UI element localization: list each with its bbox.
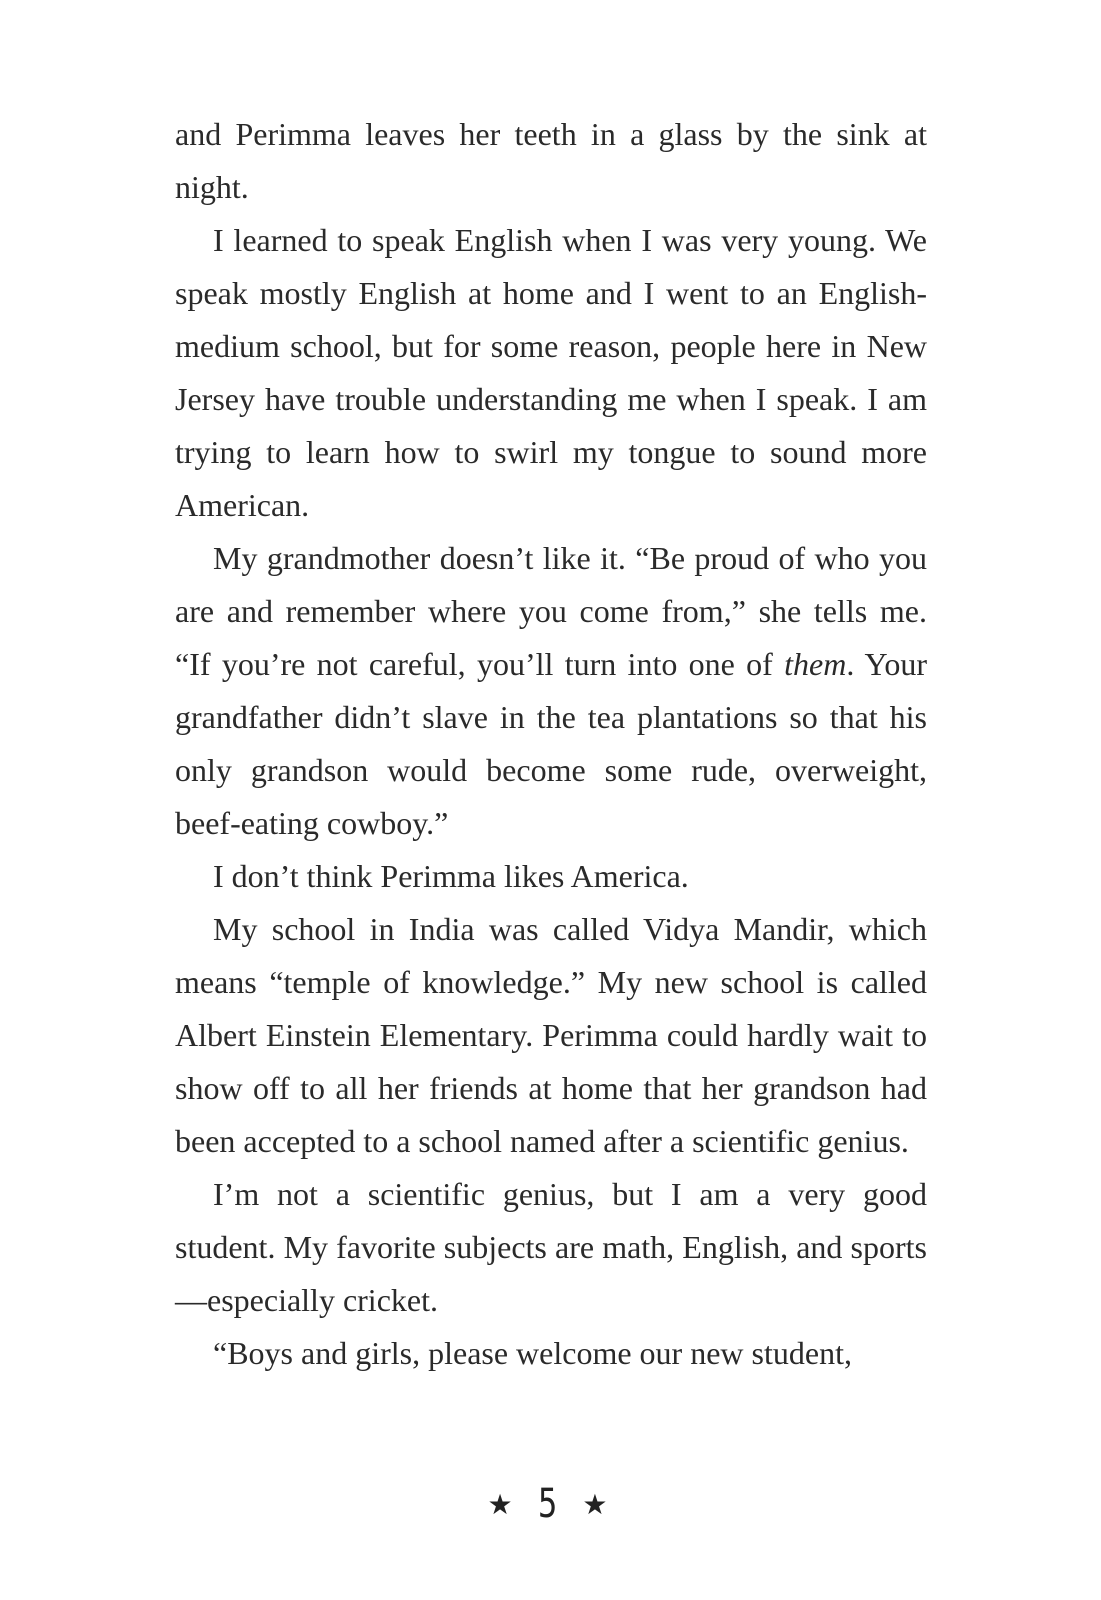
page-body	[175, 108, 927, 1380]
star-icon: ★	[582, 1488, 614, 1521]
paragraph	[175, 850, 927, 903]
paragraph-text: . Your grandfather didn’t slave in the tea plantations so that his only grandson would become some rude, overweight, beef-eating cowboy.”	[175, 646, 928, 841]
paragraph	[175, 903, 927, 1168]
paragraph-text: I learned to speak English when I was very young. We speak mostly English at home and I went to an English-medium school, but for some reason, people here in New Jersey have trouble understanding me when I speak. I am trying to learn how to swirl my tongue to sound more American.	[175, 222, 927, 523]
paragraph	[175, 532, 927, 850]
paragraph-text: My grandmother doesn’t like it. “Be proud of who you are and remember where you come from,” she tells me. “If you’re not careful, you’ll turn into one of	[175, 540, 927, 682]
paragraph	[175, 1327, 927, 1380]
paragraph	[175, 1168, 927, 1327]
star-icon: ★	[487, 1488, 519, 1521]
paragraph	[175, 214, 927, 532]
paragraph-text: I don’t think Perimma likes America.	[213, 858, 689, 894]
page-folio	[0, 1482, 1101, 1528]
paragraph-text: “Boys and girls, please welcome our new student,	[213, 1335, 852, 1371]
paragraph	[175, 108, 927, 214]
paragraph-text: My school in India was called Vidya Mandir, which means “temple of knowledge.” My new school is called Albert Einstein Elementary. Perimma could hardly wait to show off to all her friends at home that her grandson had been accepted to a school named after a scientific genius.	[175, 911, 927, 1159]
page-number: 5	[538, 1481, 563, 1527]
paragraph-text: I’m not a scientific genius, but I am a very good student. My favorite subjects are math, English, and sports—especially cricket.	[175, 1176, 927, 1318]
italic-emphasis: them	[784, 646, 847, 682]
paragraph-text: and Perimma leaves her teeth in a glass by the sink at night.	[175, 116, 927, 205]
